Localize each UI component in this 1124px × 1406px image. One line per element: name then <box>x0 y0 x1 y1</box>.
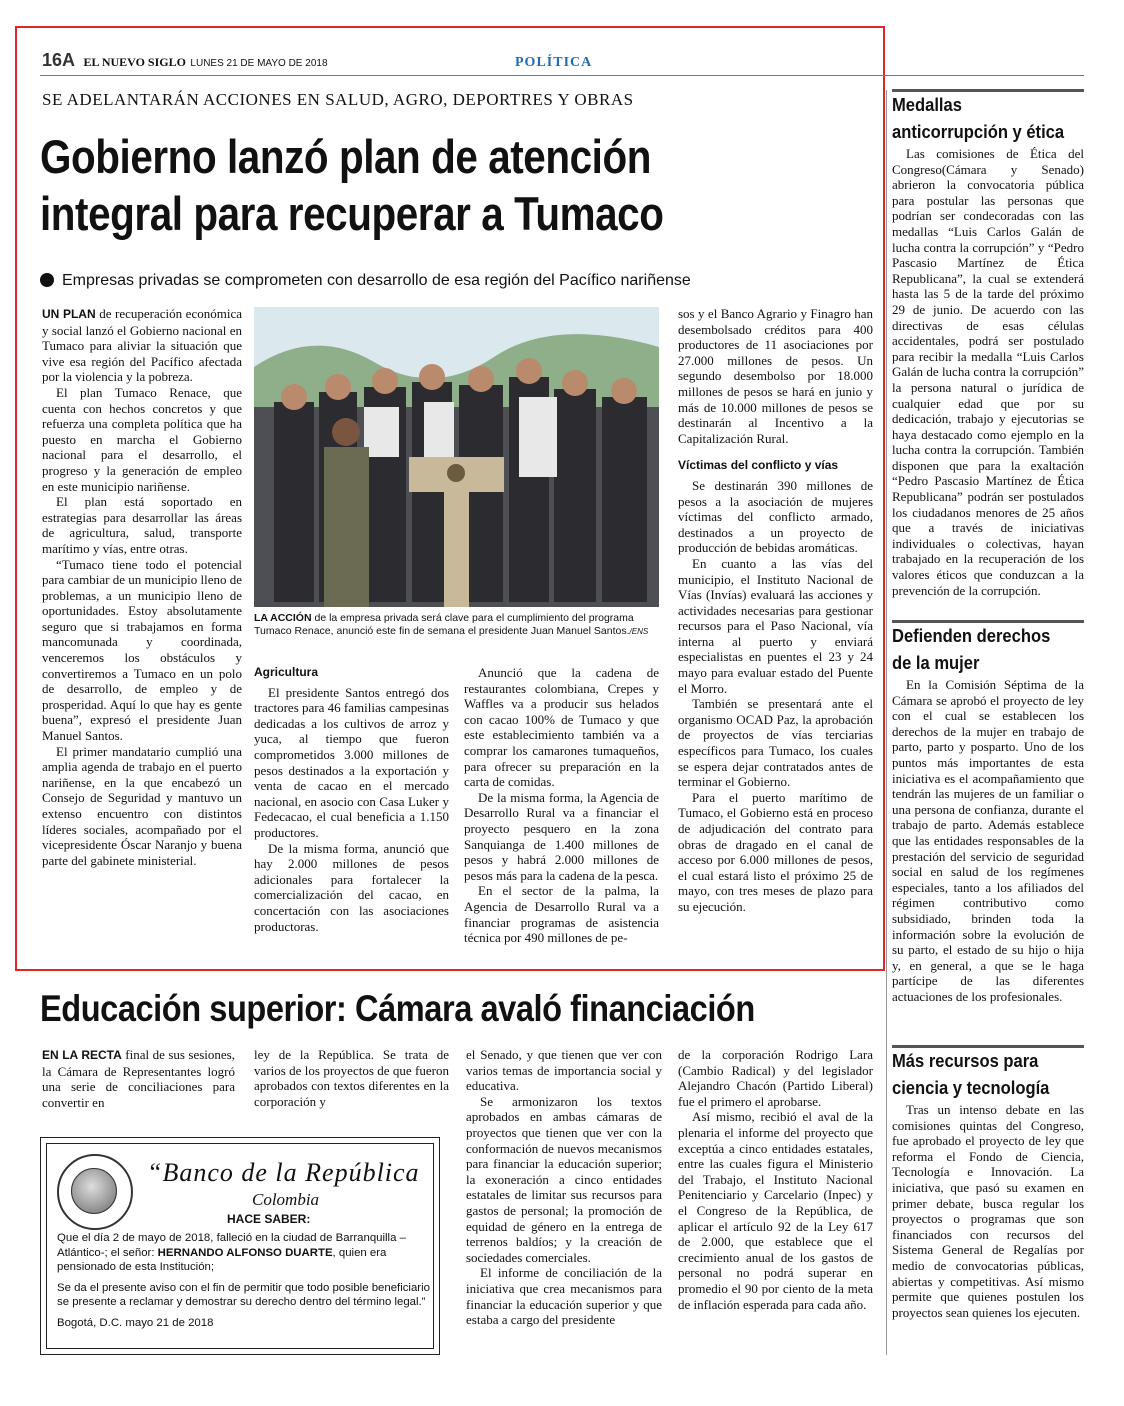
issue-date: LUNES 21 DE MAYO DE 2018 <box>190 58 328 69</box>
news-photo <box>254 307 659 607</box>
second-col-3 <box>466 1047 662 1328</box>
paragraph: También se presentará ante el organismo OCAD Paz, la aprobación de proyectos de vías terciarias específicos para Tumaco, los cuales se espera dejar contratados antes de terminar el Gobierno. <box>678 696 873 790</box>
subhead-text: Empresas privadas se comprometen con desarrollo de esa región del Pacífico nariñense <box>62 272 691 289</box>
paragraph: el Senado, y que tienen que ver con varios temas de importancia social y educativa. <box>466 1047 662 1094</box>
paragraph: “Tumaco tiene todo el potencial para cambiar de un municipio lleno de problemas, a un municipio lleno de oportunidades. Estoy absolutamente seguro que si trabajamos en forma mancomunada y coordinada, venceremos los obstáculos y convertiremos a Tumaco en un polo de desarrollo, de empleo y de prosperidad. Aquí lo que hay es gente buena”, expresó el presidente Juan Manuel Santos. <box>42 556 242 744</box>
kicker: SE ADELANTARÁN ACCIONES EN SALUD, AGRO, DEPORTRES Y OBRAS <box>42 90 634 109</box>
bullet-icon <box>40 273 54 287</box>
paragraph: El primer mandatario cumplió una amplia agenda de trabajo en el puerto nariñense, en la que encabezó un Consejo de Seguridad y mantuvo un extenso encuentro con distintos líderes sociales, acompañado por el vicepresidente Óscar Naranjo y buena parte del gabinete ministerial. <box>42 743 242 868</box>
paragraph: Así mismo, recibió el aval de la plenaria el informe del proyecto que exceptúa a cinco entidades estatales, entre las cuales figura el Ministerio del Trabajo, el Instituto Nacional Penitenciario y Carcelario (Inpec) y el Congreso de la República, de aplicar el artículo 92 de la Ley 617 de 2.000, que establece que el crecimiento anual de los gastos de personal no podrá superar en promedio el 90 por ciento de la meta de inflación esperada para cada año. <box>678 1109 873 1312</box>
second-headline: Educación superior: Cámara avaló financiación <box>40 988 755 1029</box>
notice-inner-frame <box>46 1143 434 1349</box>
sidebar-divider <box>886 90 887 1355</box>
page-number: 16A <box>42 50 76 70</box>
masthead <box>42 50 882 72</box>
notice-date: Bogotá, D.C. mayo 21 de 2018 <box>57 1316 214 1329</box>
sidebar-body: En la Comisión Séptima de la Cámara se aprobó el proyecto de ley con el cual se establecen los derechos de la mujer en trabajo de parto, parto y posparto. Uno de los puntos más importantes de esta iniciativa es el acompañamiento que tendrán las mujeres de un familiar o una persona de confianza, durante el trabajo de parto. Además establece que las entidades responsables de la prestación del servicio de seguridad social en salud de los regímenes especiales, tanto a los afiliados del régimen contributivo como subsidiado, brinden toda la información sobre la evolución de su parto, el estado de su hijo o hija y, en general, a que se le haga partícipe de las diferentes actuaciones de los profesionales. <box>892 677 1084 1004</box>
paragraph: UN PLAN de recuperación económica y social lanzó el Gobierno nacional en Tumaco para aliviar la situación que vive esa región del Pacífico afectada por la violencia y la pobreza. <box>42 306 242 385</box>
sidebar-title: anticorrupción y ética <box>892 122 1065 142</box>
second-col-2: ley de la República. Se trata de varios de los proyectos de que fueron aprobados con textos diferentes en la corporación y <box>254 1047 449 1109</box>
paragraph: Para el puerto marítimo de Tumaco, el Gobierno está en proceso de adjudicación del contrato para obras de dragado en el canal de acceso por 6.000 millones de pesos, el cual estará listo el próximo 25 de mayo, con tres meses de plazo para su ejecución. <box>678 789 873 914</box>
sidebar-title: ciencia y tecnología <box>892 1078 1050 1098</box>
photo-illustration <box>254 307 659 607</box>
subhead <box>40 272 691 290</box>
section-label: POLÍTICA <box>515 55 593 70</box>
masthead-rule <box>40 75 1084 76</box>
headline-line-2: integral para recuperar a Tumaco <box>40 187 664 240</box>
paragraph: En el sector de la palma, la Agencia de Desarrollo Rural va a financiar programas de asistencia técnica por 490 millones de pe- <box>464 883 659 946</box>
sidebar-body: Tras un intenso debate en las comisiones quintas del Congreso, fue aprobado el proyecto de ley que reforma el Fondo de Ciencia, Tecnología e Innovación. La iniciativa, que pasó su examen en primer debate, busca regular los proyectos o programas que son financiados con recursos del Sistema General de Regalías por medio de convocatorias públicas, abiertas y competitivas. Así mismo permite que quienes postulen los proyectos sean quienes los ejecuten. <box>892 1102 1084 1320</box>
sidebar-item-1 <box>892 89 1084 598</box>
sidebar-body: Las comisiones de Ética del Congreso(Cámara y Senado) abrieron la convocatoria pública para postular las personas que podrían ser condecoradas con las medallas “Luis Carlos Galán de lucha contra la corrupción” y “Pedro Pascasio Martínez de Ética Republicana”, la cual se extenderá hasta las 5 de la tarde del próximo 29 de junio. De acuerdo con las directivas de esas células accidentales, podrá ser postulado para recibir la medalla “Luis Carlos Galán de lucha contra la corrupción” la persona natural o jurídica de cualquier edad que por su dedicación, trabajo y ejecutorias se haya destacado como ejemplo en la lucha contra la corrupción. También disponen que para la exaltación “Pedro Pascasio Martínez de Ética Republicana” podrán ser postulados los ciudadanos menores de 25 años que a través de iniciativas individuales o colectivas, hayan trabajado en la recuperación de los valores éticos que conduzcan a la prevención de la corrupción. <box>892 146 1084 598</box>
caption-lead: LA ACCIÓN <box>254 612 312 624</box>
sidebar-title: Medallas <box>892 95 962 115</box>
paragraph: De la misma forma, la Agencia de Desarrollo Rural va a financiar el proyecto pesquero en la zona Sanquianga de 1.400 millones de pesos y habrá 2.000 millones de pesos más para la cadena de la pesca. <box>464 789 659 883</box>
paragraph: Anunció que la cadena de restaurantes colombiana, Crepes y Waffles va a producir sus helados con cacao 100% de Tumaco y que este establecimiento también va a comprar los camarones tumaqueños, para ofrecer su preparación en la carta de comidas. <box>464 665 659 790</box>
headline-line-1: Gobierno lanzó plan de atención <box>40 130 651 183</box>
paragraph: De la misma forma, anunció que hay 2.000 millones de pesos adicionales para fortalecer la comercialización del cacao, en concertación con las asociaciones productoras. <box>254 840 449 934</box>
photo-caption: LA ACCIÓN de la empresa privada será clave para el cumplimiento del programa Tumaco Renace, anunció este fin de semana el presidente Juan Manuel Santos./ENS <box>254 612 649 637</box>
paragraph: El informe de conciliación de la iniciativa que crea mecanismos para financiar la educación superior y que estaba a cargo del presidente <box>466 1265 662 1328</box>
bank-seal-icon <box>57 1154 133 1230</box>
photo-credit: /ENS <box>629 627 649 636</box>
main-col-3 <box>464 665 659 946</box>
paragraph: El plan Tumaco Renace, que cuenta con hechos concretos y que refuerza una completa política que ha puesto en marcha el Gobierno nacional para el desarrollo, el progreso y la generación de empleo en este municipio nariñense. <box>42 384 242 494</box>
sidebar-item-3 <box>892 1045 1084 1320</box>
sidebar-title: de la mujer <box>892 653 980 673</box>
lead-in: UN PLAN <box>42 307 96 321</box>
paper-name: EL NUEVO SIGLO <box>83 55 186 69</box>
notice-text: Que el día 2 de mayo de 2018, falleció en la ciudad de Barranquilla – Atlántico-; el señor: HERNANDO ALFONSO DUARTE, quien era pensionado de esta Institución; Se da el presente aviso con el fin de permitir que todo posible beneficiario se presente a reclamar y demostrar su derecho dentro del término legal.” Bogotá, D.C. mayo 21 de 2018 <box>57 1231 433 1336</box>
main-col-2 <box>254 665 449 934</box>
second-col-4 <box>678 1047 873 1312</box>
bank-notice <box>40 1137 440 1355</box>
main-headline <box>40 128 762 242</box>
main-col-4 <box>678 306 873 915</box>
main-col-1 <box>42 306 242 868</box>
paragraph: Se destinarán 390 millones de pesos a la asociación de mujeres víctimas del conflicto armado, destinados a un proyecto de producción de bebidas aromáticas. <box>678 477 873 556</box>
hace-saber: HACE SABER: <box>227 1212 311 1226</box>
paragraph: El plan está soportado en estrategias para desarrollar las áreas de agricultura, salud, transporte marítimo y vías, entre otras. <box>42 494 242 556</box>
sidebar-title: Defienden derechos <box>892 626 1051 646</box>
bank-name: “Banco de la República <box>147 1158 420 1187</box>
paragraph: El presidente Santos entregó dos tractores para 46 familias campesinas dedicadas a los cultivos de arroz y yuca, al tiempo que fueron comprometidos 3.000 millones de pesos destinados a la exportación y venta de cacao en el mercado nacional, en asocio con Casa Luker y Fedecacao, el cual beneficia a 1.150 productores. <box>254 684 449 840</box>
paragraph: Se armonizaron los textos aprobados en ambas cámaras de proyectos que tienen que ver con la conformación de nuevos mecanismos para financiar la educación superior; la exoneración a cinco entidades estatales de limitar sus recursos para gastos de personal; la promoción de equidad de género en la entrega de terrenos baldíos; y la creación de sociedades comerciales. <box>466 1093 662 1265</box>
bank-country: Colombia <box>252 1190 320 1209</box>
deceased-name: HERNANDO ALFONSO DUARTE <box>157 1246 333 1259</box>
paragraph: En cuanto a las vías del municipio, el Instituto Nacional de Vías (Invías) evaluará las acciones y actividades necesarias para gestionar recursos para el Paso Nacional, vía interna al puerto y enviará especialistas en puentes el 23 y 24 mayo para evaluar estado del Puente el Morro. <box>678 555 873 696</box>
paragraph: de la corporación Rodrigo Lara (Cambio Radical) y del legislador Alejandro Chacón (Partido Liberal) fue el primero el aprobarse. <box>678 1047 873 1109</box>
paragraph: sos y el Banco Agrario y Finagro han desembolsado créditos para 400 productores de 11 asociaciones por 27.000 millones de pesos. Un segundo desembolso por 18.000 millones de pesos se hará en junio y más de 10.000 millones de pesos se destinarán al Incentivo a la Capitalización Rural. <box>678 306 873 446</box>
sidebar-title: Más recursos para <box>892 1051 1039 1071</box>
section-subhead: Agricultura <box>254 665 319 679</box>
section-subhead: Víctimas del conflicto y vías <box>678 458 839 473</box>
lead-in: EN LA RECTA <box>42 1048 122 1062</box>
second-col-1: EN LA RECTA final de sus sesiones, la Cámara de Representantes logró una serie de conciliaciones para convertir en <box>42 1047 235 1110</box>
sidebar-item-2 <box>892 620 1084 1004</box>
